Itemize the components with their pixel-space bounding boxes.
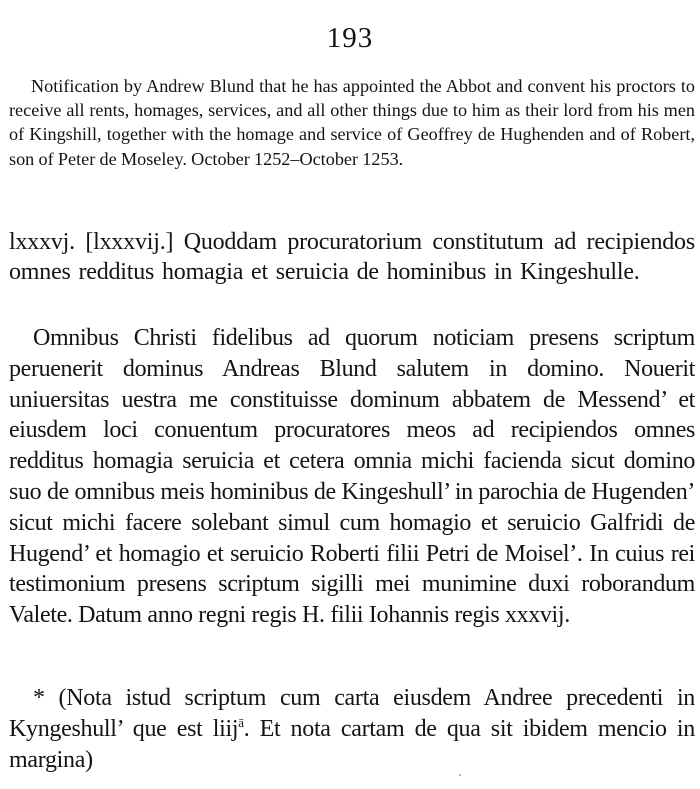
note-text-end: . Et nota cartam de qua sit ibidem mencio in margina) (9, 715, 695, 773)
paper-speck (459, 774, 461, 776)
note-superscript: ā (238, 714, 244, 730)
note-asterisk: * (33, 685, 45, 711)
note-text-start: (Nota istud scriptum cum carta eiusdem Andree precedenti in Kyngeshull’ que est liij (9, 685, 696, 742)
charter-heading: lxxxvj. [lxxxvij.] Quoddam procuratorium constitutum ad recipiendos omnes redditus homagia et seruicia de hominibus in Kingeshulle. (9, 229, 695, 285)
english-summary: Notification by Andrew Blund that he has appointed the Abbot and convent his proctors to receive all rents, homages, services, and all other things due to him as their lord from his men of Kingshill, together with the homage and service of Geoffrey de Hughenden and of Robert, son of Peter de Moseley. October 1252–October 1253. (9, 76, 695, 169)
marginal-note (9, 683, 695, 775)
charter-body: Omnibus Christi fidelibus ad quorum noticiam presens scriptum peruenerit dominus Andreas Blund salutem in domino. Nouerit uniuersitas uestra me constituisse dominum abbatem de Messend’ et eiusdem loci conuentum procuratores meos ad recipiendos omnes redditus homagia seruicia et cetera omnia michi facienda sicut domino suo de omnibus meis hominibus de Kingeshull’ in parochia de Hugenden’ sicut michi facere solebant simul cum homagio et seruicio Galfridi de Hugend’ et homagio et seruicio Roberti filii Petri de Moisel’. In cuius rei testimonium presens scriptum sigilli mei munimine duxi roborandum Valete. Datum anno regni regis H. filii Iohannis regis xxxvij. (9, 325, 695, 629)
page-number: 193 (326, 22, 374, 54)
